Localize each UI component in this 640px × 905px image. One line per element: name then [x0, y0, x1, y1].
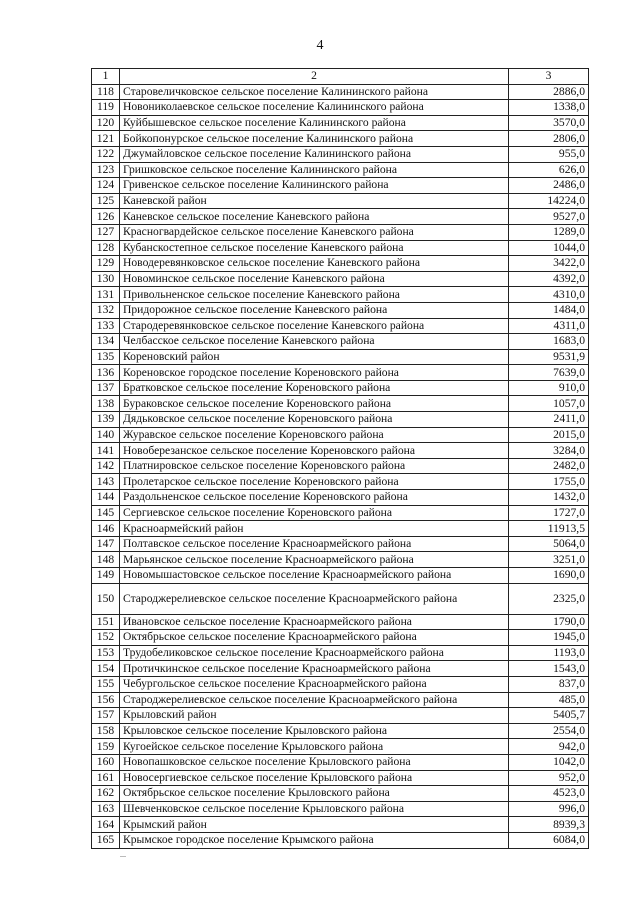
table-row: [92, 739, 589, 755]
row-number: 137: [92, 380, 120, 396]
row-number: 134: [92, 334, 120, 350]
row-number: 129: [92, 256, 120, 272]
table-row: [92, 84, 589, 100]
row-number: 136: [92, 365, 120, 381]
row-value: 2482,0: [509, 458, 589, 474]
row-number: 153: [92, 645, 120, 661]
table-row: [92, 162, 589, 178]
table-row: [92, 474, 589, 490]
row-name: Староджерелиевское сельское поселение Красноармейского района: [120, 692, 509, 708]
row-number: 159: [92, 739, 120, 755]
row-value: 8939,3: [509, 817, 589, 833]
row-number: 164: [92, 817, 120, 833]
column-header-3: 3: [509, 69, 589, 85]
row-number: 161: [92, 770, 120, 786]
row-value: 1193,0: [509, 645, 589, 661]
row-value: 910,0: [509, 380, 589, 396]
row-name: Привольненское сельское поселение Каневского района: [120, 287, 509, 303]
row-number: 154: [92, 661, 120, 677]
row-number: 125: [92, 193, 120, 209]
table-row: [92, 458, 589, 474]
row-name: Новоберезанское сельское поселение Кореновского района: [120, 443, 509, 459]
table-row: [92, 754, 589, 770]
table-row: [92, 676, 589, 692]
row-number: 120: [92, 115, 120, 131]
row-name: Дядьковское сельское поселение Кореновского района: [120, 412, 509, 428]
table-row: [92, 115, 589, 131]
row-number: 132: [92, 302, 120, 318]
row-number: 155: [92, 676, 120, 692]
row-value: 14224,0: [509, 193, 589, 209]
row-value: 1683,0: [509, 334, 589, 350]
row-name: Крымский район: [120, 817, 509, 833]
row-number: 149: [92, 568, 120, 584]
row-number: 156: [92, 692, 120, 708]
table-row: [92, 287, 589, 303]
row-value: 1790,0: [509, 614, 589, 630]
table-row: [92, 349, 589, 365]
table-header-row: [92, 69, 589, 85]
row-number: 138: [92, 396, 120, 412]
row-name: Бураковское сельское поселение Кореновского района: [120, 396, 509, 412]
row-value: 626,0: [509, 162, 589, 178]
row-value: 2411,0: [509, 412, 589, 428]
row-name: Каневское сельское поселение Каневского района: [120, 209, 509, 225]
row-name: Крыловский район: [120, 708, 509, 724]
row-number: 165: [92, 832, 120, 848]
row-value: 1338,0: [509, 100, 589, 116]
row-name: Марьянское сельское поселение Красноармейского района: [120, 552, 509, 568]
row-number: 143: [92, 474, 120, 490]
table-row: [92, 302, 589, 318]
row-value: 1289,0: [509, 224, 589, 240]
table-row: [92, 131, 589, 147]
row-value: 996,0: [509, 801, 589, 817]
row-number: 131: [92, 287, 120, 303]
row-value: 1484,0: [509, 302, 589, 318]
row-value: 1543,0: [509, 661, 589, 677]
row-value: 952,0: [509, 770, 589, 786]
table-row: [92, 380, 589, 396]
row-number: 148: [92, 552, 120, 568]
scan-mark: [120, 856, 126, 857]
column-header-2: 2: [120, 69, 509, 85]
row-value: 1690,0: [509, 568, 589, 584]
table-row: [92, 614, 589, 630]
row-number: 147: [92, 536, 120, 552]
row-value: 1432,0: [509, 490, 589, 506]
row-name: Трудобеликовское сельское поселение Красноармейского района: [120, 645, 509, 661]
table-row: [92, 817, 589, 833]
table-row: [92, 209, 589, 225]
table-row: [92, 365, 589, 381]
row-value: 837,0: [509, 676, 589, 692]
table-body: [92, 69, 589, 849]
row-number: 146: [92, 521, 120, 537]
row-number: 126: [92, 209, 120, 225]
row-number: 158: [92, 723, 120, 739]
table-row: [92, 801, 589, 817]
row-number: 142: [92, 458, 120, 474]
row-value: 1044,0: [509, 240, 589, 256]
table-row: [92, 708, 589, 724]
row-name: Платнировское сельское поселение Кореновского района: [120, 458, 509, 474]
table-row: [92, 334, 589, 350]
table-row: [92, 723, 589, 739]
row-name: Новосергиевское сельское поселение Крыловского района: [120, 770, 509, 786]
row-name: Шевченковское сельское поселение Крыловского района: [120, 801, 509, 817]
table-row: [92, 786, 589, 802]
row-number: 163: [92, 801, 120, 817]
column-header-1: 1: [92, 69, 120, 85]
row-value: 5064,0: [509, 536, 589, 552]
row-value: 3284,0: [509, 443, 589, 459]
row-name: Журавское сельское поселение Кореновского района: [120, 427, 509, 443]
row-value: 4523,0: [509, 786, 589, 802]
row-name: Куйбышевское сельское поселение Калининского района: [120, 115, 509, 131]
row-value: 2486,0: [509, 178, 589, 194]
row-name: Кореновское городское поселение Кореновского района: [120, 365, 509, 381]
row-number: 150: [92, 583, 120, 614]
table-row: [92, 224, 589, 240]
row-number: 119: [92, 100, 120, 116]
table-row: [92, 396, 589, 412]
row-name: Ивановское сельское поселение Красноармейского района: [120, 614, 509, 630]
table-row: [92, 630, 589, 646]
row-value: 6084,0: [509, 832, 589, 848]
row-number: 123: [92, 162, 120, 178]
row-number: 140: [92, 427, 120, 443]
table-row: [92, 583, 589, 614]
row-name: Старовеличковское сельское поселение Калининского района: [120, 84, 509, 100]
row-value: 2015,0: [509, 427, 589, 443]
row-number: 118: [92, 84, 120, 100]
row-number: 139: [92, 412, 120, 428]
row-number: 121: [92, 131, 120, 147]
table-row: [92, 832, 589, 848]
row-name: Пролетарское сельское поселение Кореновского района: [120, 474, 509, 490]
row-name: Крыловское сельское поселение Крыловского района: [120, 723, 509, 739]
row-name: Каневской район: [120, 193, 509, 209]
row-name: Придорожное сельское поселение Каневского района: [120, 302, 509, 318]
row-name: Красноармейский район: [120, 521, 509, 537]
row-number: 135: [92, 349, 120, 365]
row-value: 7639,0: [509, 365, 589, 381]
table-row: [92, 240, 589, 256]
table-row: [92, 536, 589, 552]
row-name: Новопашковское сельское поселение Крыловского района: [120, 754, 509, 770]
row-name: Братковское сельское поселение Кореновского района: [120, 380, 509, 396]
row-name: Новомышастовское сельское поселение Красноармейского района: [120, 568, 509, 584]
row-value: 1945,0: [509, 630, 589, 646]
table-row: [92, 505, 589, 521]
row-name: Протичкинское сельское поселение Красноармейского района: [120, 661, 509, 677]
row-name: Новониколаевское сельское поселение Калининского района: [120, 100, 509, 116]
row-number: 133: [92, 318, 120, 334]
row-name: Чебургольское сельское поселение Красноармейского района: [120, 676, 509, 692]
row-name: Сергиевское сельское поселение Кореновского района: [120, 505, 509, 521]
row-name: Гривенское сельское поселение Калининского района: [120, 178, 509, 194]
row-value: 1755,0: [509, 474, 589, 490]
row-name: Новодеревянковское сельское поселение Каневского района: [120, 256, 509, 272]
table-row: [92, 271, 589, 287]
row-number: 144: [92, 490, 120, 506]
row-name: Джумайловское сельское поселение Калининского района: [120, 146, 509, 162]
row-name: Крымское городское поселение Крымского района: [120, 832, 509, 848]
table-row: [92, 521, 589, 537]
table-row: [92, 692, 589, 708]
data-table: [91, 68, 589, 849]
row-number: 162: [92, 786, 120, 802]
table-row: [92, 100, 589, 116]
row-number: 160: [92, 754, 120, 770]
row-number: 130: [92, 271, 120, 287]
row-number: 127: [92, 224, 120, 240]
row-value: 4392,0: [509, 271, 589, 287]
row-name: Полтавское сельское поселение Красноармейского района: [120, 536, 509, 552]
row-number: 157: [92, 708, 120, 724]
row-value: 4311,0: [509, 318, 589, 334]
table-row: [92, 568, 589, 584]
row-number: 152: [92, 630, 120, 646]
row-value: 4310,0: [509, 287, 589, 303]
row-name: Гришковское сельское поселение Калининского района: [120, 162, 509, 178]
row-value: 9527,0: [509, 209, 589, 225]
row-number: 122: [92, 146, 120, 162]
row-number: 141: [92, 443, 120, 459]
row-number: 151: [92, 614, 120, 630]
row-value: 1727,0: [509, 505, 589, 521]
row-value: 2886,0: [509, 84, 589, 100]
table-row: [92, 193, 589, 209]
row-number: 145: [92, 505, 120, 521]
row-number: 128: [92, 240, 120, 256]
row-value: 3422,0: [509, 256, 589, 272]
row-value: 2325,0: [509, 583, 589, 614]
table-row: [92, 661, 589, 677]
page-number: 4: [316, 38, 324, 53]
row-value: 3251,0: [509, 552, 589, 568]
row-name: Стародеревянковское сельское поселение Каневского района: [120, 318, 509, 334]
table-row: [92, 645, 589, 661]
table-row: [92, 256, 589, 272]
row-name: Красногвардейское сельское поселение Каневского района: [120, 224, 509, 240]
row-name: Бойкопонурское сельское поселение Калининского района: [120, 131, 509, 147]
row-name: Новоминское сельское поселение Каневского района: [120, 271, 509, 287]
row-name: Октябрьское сельское поселение Красноармейского района: [120, 630, 509, 646]
row-value: 11913,5: [509, 521, 589, 537]
row-value: 955,0: [509, 146, 589, 162]
table-row: [92, 146, 589, 162]
table-row: [92, 427, 589, 443]
table-row: [92, 770, 589, 786]
row-value: 2806,0: [509, 131, 589, 147]
row-value: 942,0: [509, 739, 589, 755]
row-name: Челбасское сельское поселение Каневского района: [120, 334, 509, 350]
row-value: 1042,0: [509, 754, 589, 770]
row-name: Раздольненское сельское поселение Кореновского района: [120, 490, 509, 506]
row-value: 3570,0: [509, 115, 589, 131]
row-value: 5405,7: [509, 708, 589, 724]
table-row: [92, 552, 589, 568]
row-name: Староджерелиевское сельское поселение Красноармейского района: [120, 583, 509, 614]
row-name: Октябрьское сельское поселение Крыловского района: [120, 786, 509, 802]
table-row: [92, 490, 589, 506]
table-row: [92, 178, 589, 194]
row-value: 485,0: [509, 692, 589, 708]
row-name: Кубанскостепное сельское поселение Каневского района: [120, 240, 509, 256]
table-row: [92, 412, 589, 428]
table-row: [92, 443, 589, 459]
table-row: [92, 318, 589, 334]
row-number: 124: [92, 178, 120, 194]
row-value: 2554,0: [509, 723, 589, 739]
row-value: 9531,9: [509, 349, 589, 365]
row-name: Кореновский район: [120, 349, 509, 365]
row-value: 1057,0: [509, 396, 589, 412]
row-name: Кугоейское сельское поселение Крыловского района: [120, 739, 509, 755]
